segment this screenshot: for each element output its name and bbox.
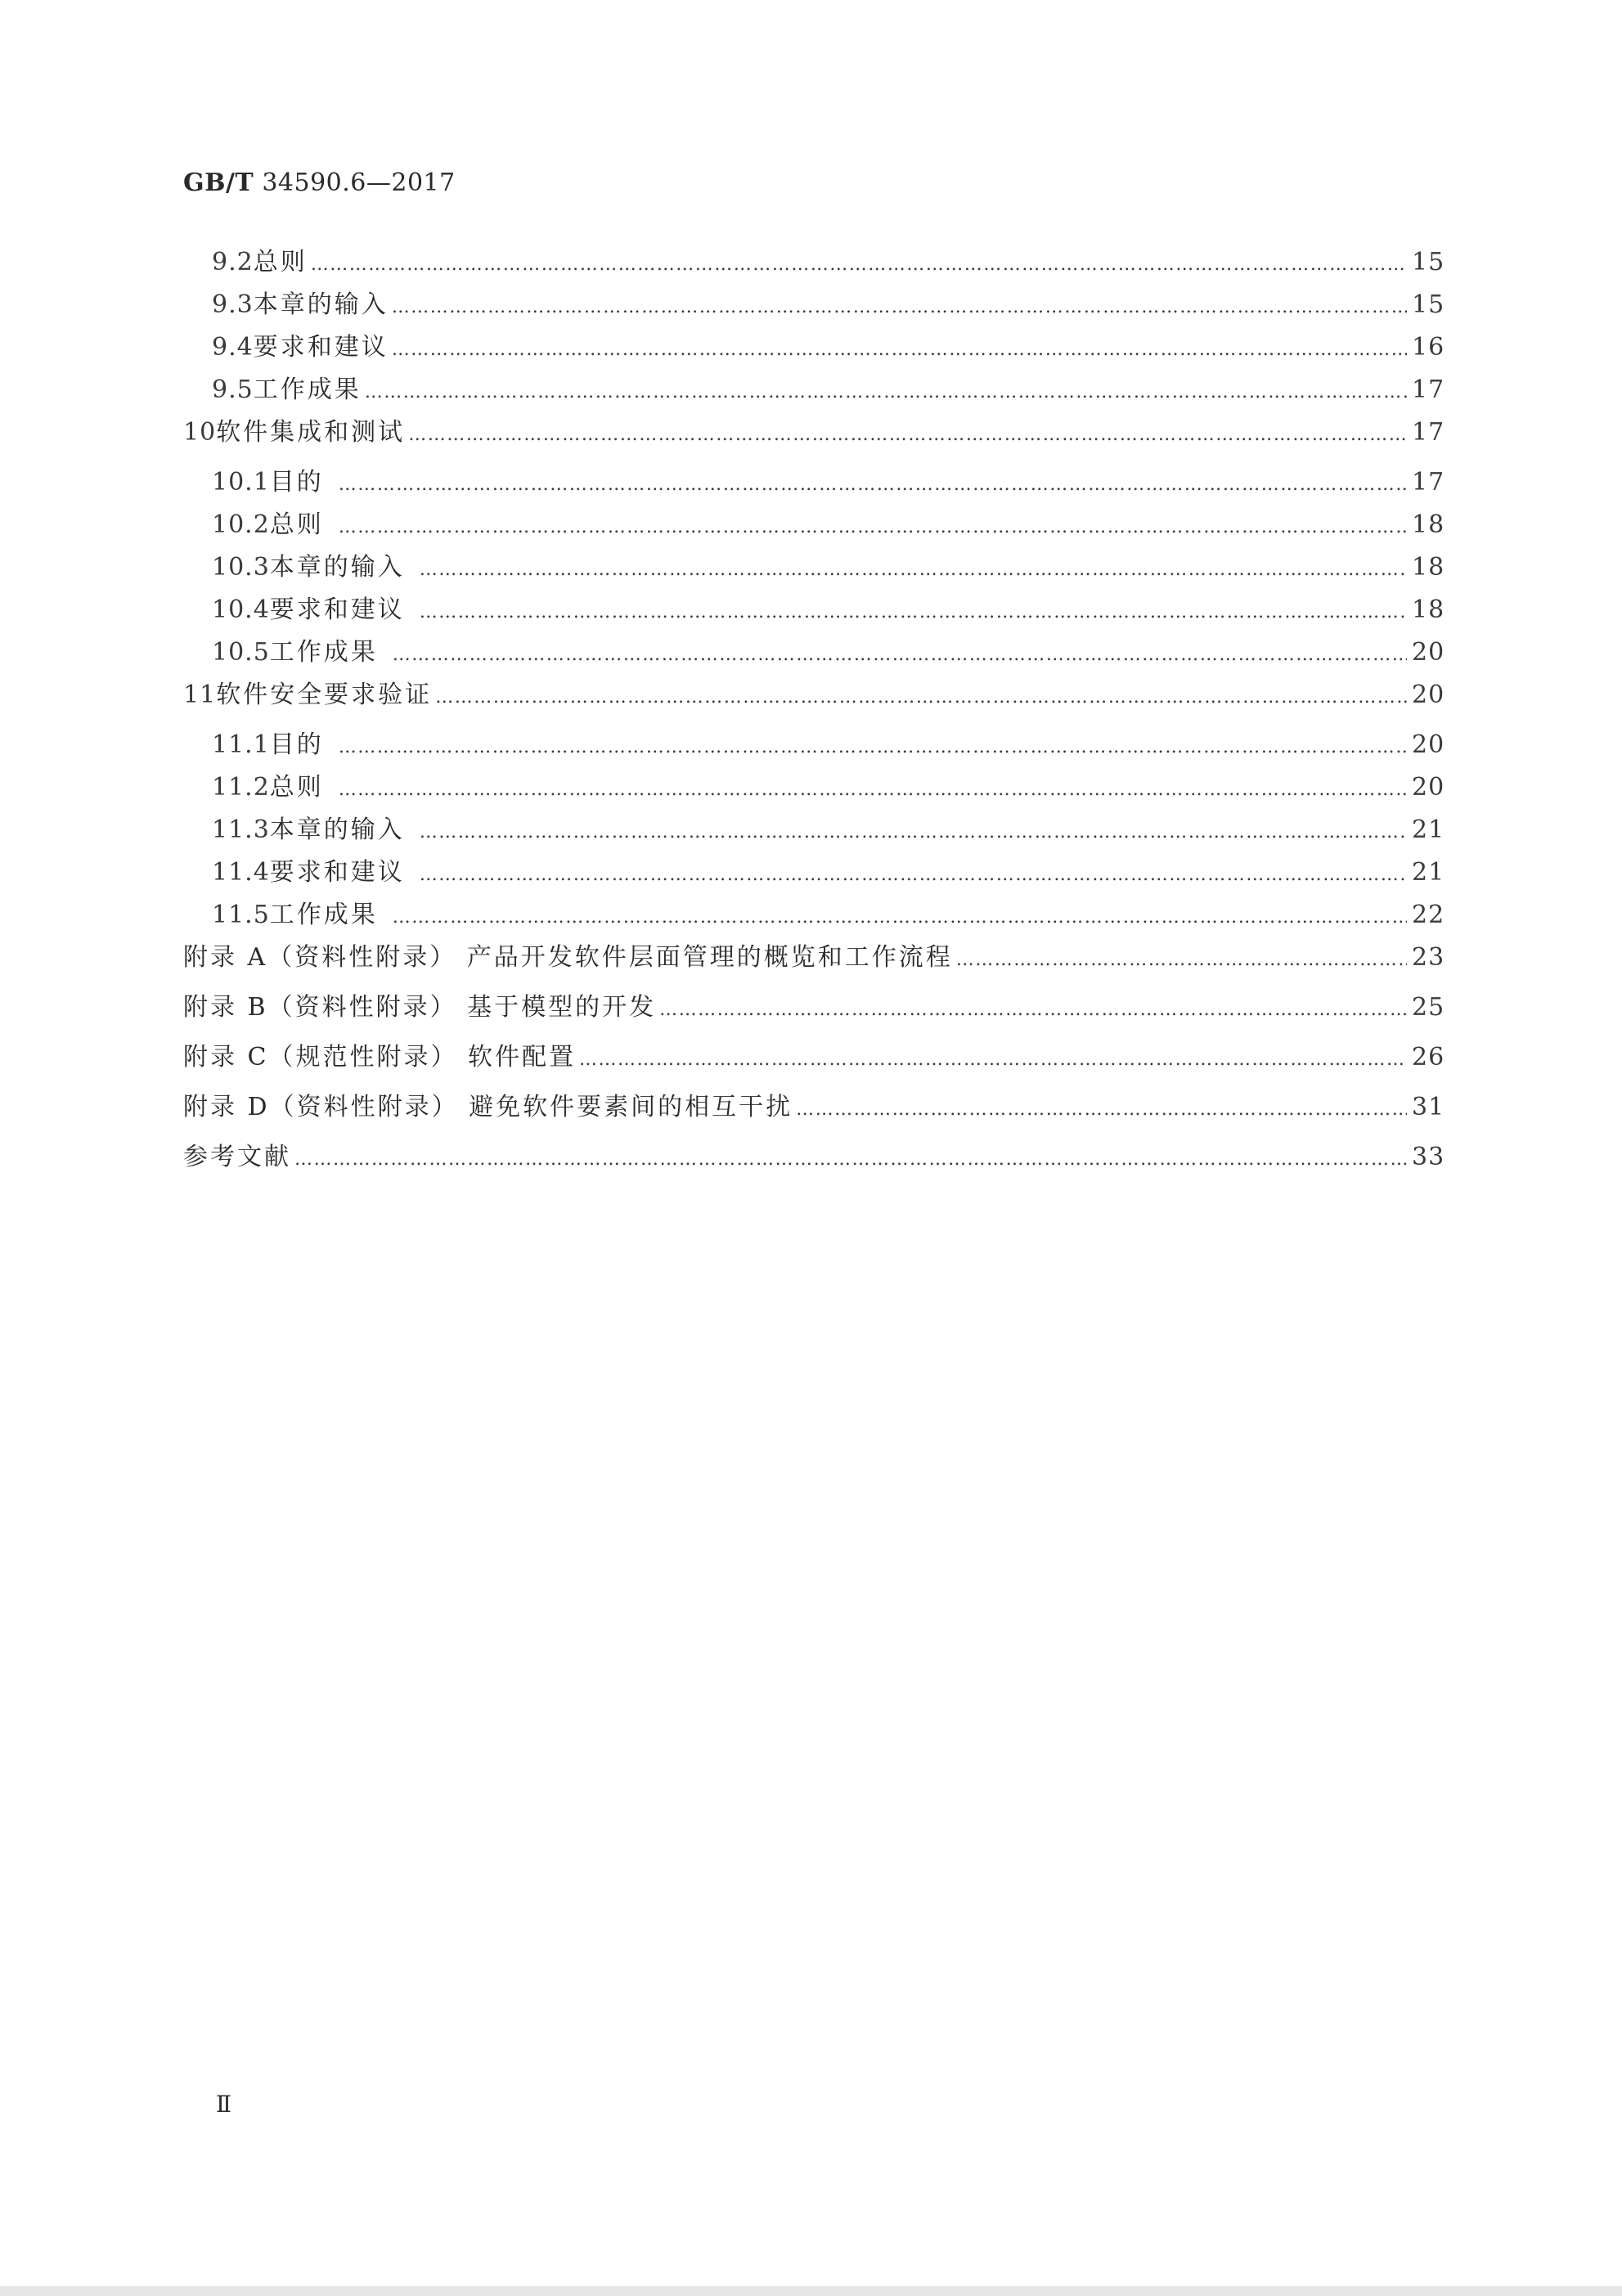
toc-entry-appendix-c[interactable] (183, 1036, 1443, 1086)
toc-entry-number: 10.2 (212, 510, 270, 539)
dot-leader (796, 1099, 1407, 1120)
toc-entry-10-2[interactable] (183, 504, 1443, 546)
toc-entry-number: 10.3 (212, 553, 270, 582)
toc-entry-page: 21 (1412, 858, 1445, 887)
toc-entry-title: 本章的输入 (269, 553, 405, 582)
toc-entry-appendix-a[interactable] (183, 937, 1443, 986)
toc-entry-references[interactable] (183, 1136, 1443, 1186)
toc-entry-page: 21 (1412, 816, 1445, 844)
toc-entry-10-4[interactable] (183, 589, 1443, 631)
document-header (183, 168, 456, 197)
toc-entry-title: 工作成果 (269, 901, 378, 929)
toc-entry-page: 15 (1412, 290, 1445, 319)
dot-leader (420, 602, 1407, 622)
toc-entry-title: 要求和建议 (269, 858, 405, 887)
dot-leader (339, 737, 1407, 757)
toc-entry-title: 附录 A（资料性附录） 产品开发软件层面管理的概览和工作流程 (183, 943, 953, 972)
toc-entry-number: 11.5 (212, 901, 270, 929)
toc-entry-page: 20 (1412, 681, 1445, 709)
dot-leader (435, 687, 1407, 708)
toc-entry-page: 33 (1412, 1143, 1445, 1171)
dot-leader (393, 645, 1407, 665)
toc-entry-title: 附录 B（资料性附录） 基于模型的开发 (183, 993, 657, 1022)
toc-entry-page: 22 (1412, 901, 1445, 929)
dot-leader (420, 822, 1407, 842)
toc-entry-number: 11.3 (212, 816, 270, 844)
toc-entry-page: 26 (1412, 1043, 1445, 1072)
toc-entry-page: 31 (1412, 1093, 1445, 1121)
dot-leader (392, 297, 1407, 317)
toc-entry-page: 17 (1412, 418, 1445, 447)
toc-entry-title: 目的 (269, 730, 324, 759)
toc-entry-number: 11.4 (212, 858, 270, 887)
toc-entry-title: 要求和建议 (253, 333, 389, 362)
toc-entry-number: 9.5 (212, 375, 254, 404)
toc-entry-title: 软件安全要求验证 (216, 681, 433, 709)
toc-entry-title: 本章的输入 (253, 290, 389, 319)
toc-entry-number: 11.2 (212, 773, 270, 802)
toc-entry-title: 工作成果 (253, 375, 362, 404)
toc-entry-page: 20 (1412, 638, 1445, 667)
toc-entry-page: 17 (1412, 468, 1445, 496)
toc-entry-title: 附录 C（规范性附录） 软件配置 (183, 1043, 577, 1072)
toc-entry-page: 18 (1412, 510, 1445, 539)
dot-leader (392, 339, 1407, 360)
dot-leader (420, 865, 1407, 885)
toc-entry-10-3[interactable] (183, 546, 1443, 589)
table-of-contents (183, 241, 1443, 1186)
toc-entry-number: 9.3 (212, 290, 254, 319)
toc-entry-page: 20 (1412, 730, 1445, 759)
dot-leader (339, 474, 1407, 495)
dot-leader (311, 254, 1407, 275)
dot-leader (339, 517, 1407, 537)
toc-entry-11-2[interactable] (183, 766, 1443, 809)
toc-entry-title: 总则 (269, 773, 324, 802)
toc-entry-page: 20 (1412, 773, 1445, 802)
toc-entry-appendix-d[interactable] (183, 1086, 1443, 1136)
toc-entry-title: 要求和建议 (269, 595, 405, 624)
toc-entry-title: 参考文献 (183, 1143, 291, 1171)
toc-entry-page: 25 (1412, 993, 1445, 1022)
toc-entry-title: 软件集成和测试 (216, 418, 406, 447)
toc-entry-10[interactable] (183, 411, 1443, 461)
toc-entry-number: 11.1 (212, 730, 270, 759)
toc-entry-number: 9.2 (212, 248, 254, 276)
dot-leader (339, 780, 1407, 800)
toc-entry-number: 9.4 (212, 333, 254, 362)
dot-leader (365, 382, 1407, 402)
toc-entry-page: 15 (1412, 248, 1445, 276)
dot-leader (420, 559, 1407, 580)
toc-entry-appendix-b[interactable] (183, 986, 1443, 1036)
toc-entry-number: 10.1 (212, 468, 270, 496)
toc-entry-10-5[interactable] (183, 631, 1443, 674)
toc-entry-title: 本章的输入 (269, 816, 405, 844)
toc-entry-title: 附录 D（资料性附录） 避免软件要素间的相互干扰 (183, 1093, 793, 1121)
dot-leader (579, 1049, 1407, 1070)
toc-entry-number: 10 (183, 418, 217, 447)
toc-entry-9-4[interactable] (183, 326, 1443, 369)
toc-entry-title: 工作成果 (269, 638, 378, 667)
toc-entry-title: 目的 (269, 468, 324, 496)
standard-code: GB/T (183, 168, 254, 197)
toc-entry-page: 23 (1412, 943, 1445, 972)
toc-entry-11-1[interactable] (183, 724, 1443, 766)
dot-leader (393, 907, 1407, 928)
toc-entry-10-1[interactable] (183, 461, 1443, 504)
toc-entry-number: 11 (183, 681, 217, 709)
toc-entry-page: 16 (1412, 333, 1445, 362)
page-number: Ⅱ (216, 2091, 232, 2118)
toc-entry-9-3[interactable] (183, 284, 1443, 326)
toc-entry-page: 17 (1412, 375, 1445, 404)
toc-entry-title: 总则 (269, 510, 324, 539)
toc-entry-9-2[interactable] (183, 241, 1443, 284)
toc-entry-page: 18 (1412, 595, 1445, 624)
toc-entry-title: 总则 (253, 248, 308, 276)
toc-entry-11-3[interactable] (183, 809, 1443, 851)
toc-entry-9-5[interactable] (183, 369, 1443, 411)
dot-leader (956, 950, 1407, 970)
toc-entry-11-5[interactable] (183, 894, 1443, 937)
dot-leader (408, 425, 1407, 445)
dot-leader (294, 1149, 1407, 1170)
page-bottom-edge (0, 2286, 1622, 2296)
toc-entry-number: 10.4 (212, 595, 270, 624)
toc-entry-11-4[interactable] (183, 851, 1443, 894)
toc-entry-number: 10.5 (212, 638, 270, 667)
toc-entry-page: 18 (1412, 553, 1445, 582)
standard-number: 34590.6—2017 (262, 168, 456, 197)
toc-entry-11[interactable] (183, 674, 1443, 724)
dot-leader (659, 1000, 1407, 1020)
